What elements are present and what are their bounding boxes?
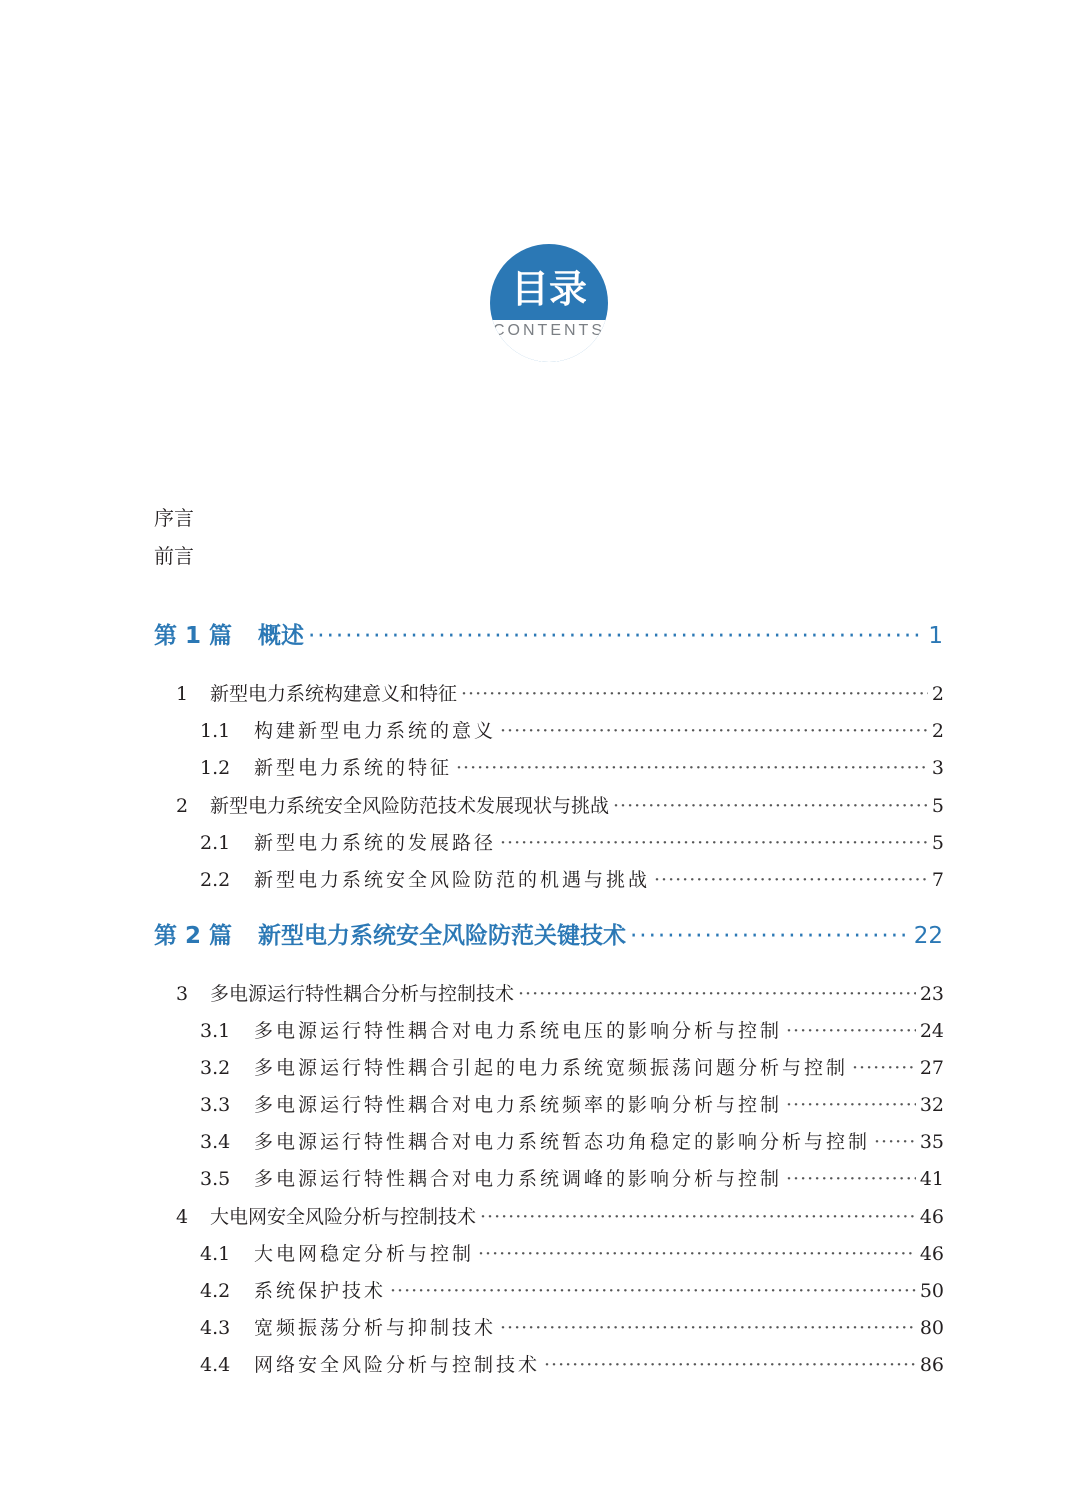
section-title: 网络安全风险分析与控制技术 xyxy=(254,1354,541,1376)
section-page: 7 xyxy=(931,869,944,891)
section-page: 5 xyxy=(931,832,944,854)
toc-section-3-4[interactable] xyxy=(200,1129,944,1157)
toc-section-1-2[interactable] xyxy=(200,755,944,783)
section-number: 4.1 xyxy=(200,1243,231,1265)
contents-subtitle: CONTENTS xyxy=(493,322,605,339)
section-title: 多电源运行特性耦合对电力系统暂态功角稳定的影响分析与控制 xyxy=(254,1131,871,1153)
section-number: 3.3 xyxy=(200,1094,231,1116)
chapter-number: 1 xyxy=(176,683,189,705)
section-title: 宽频振荡分析与抑制技术 xyxy=(254,1317,497,1339)
toc-chapter-4[interactable] xyxy=(176,1204,944,1232)
toc-section-4-2[interactable] xyxy=(200,1278,944,1306)
chapter-title: 大电网安全风险分析与控制技术 xyxy=(210,1206,477,1228)
toc-part-1[interactable] xyxy=(154,621,943,655)
section-page: 27 xyxy=(919,1057,944,1079)
toc-section-4-1[interactable] xyxy=(200,1241,944,1269)
section-number: 3.2 xyxy=(200,1057,231,1079)
chapter-page: 23 xyxy=(919,983,944,1005)
dot-leader xyxy=(390,1278,916,1304)
section-number: 1.2 xyxy=(200,757,231,779)
section-title: 新型电力系统的特征 xyxy=(254,757,453,779)
section-page: 3 xyxy=(931,757,944,779)
dot-leader xyxy=(786,1166,916,1192)
section-title: 系统保护技术 xyxy=(254,1280,387,1302)
section-number: 4.3 xyxy=(200,1317,231,1339)
dot-leader xyxy=(786,1092,916,1118)
part-number: 第 1 篇 xyxy=(154,623,233,649)
section-title: 多电源运行特性耦合对电力系统电压的影响分析与控制 xyxy=(254,1020,783,1042)
front-matter-foreword[interactable]: 前言 xyxy=(154,544,194,568)
dot-leader xyxy=(456,755,928,781)
section-page: 80 xyxy=(919,1317,944,1339)
section-number: 4.2 xyxy=(200,1280,231,1302)
toc-section-4-4[interactable] xyxy=(200,1352,944,1380)
section-title: 构建新型电力系统的意义 xyxy=(254,720,497,742)
dot-leader xyxy=(500,830,928,856)
section-title: 多电源运行特性耦合引起的电力系统宽频振荡问题分析与控制 xyxy=(254,1057,849,1079)
section-page: 46 xyxy=(919,1243,944,1265)
chapter-number: 2 xyxy=(176,795,189,817)
dot-leader xyxy=(786,1018,916,1044)
section-number: 1.1 xyxy=(200,720,231,742)
chapter-page: 5 xyxy=(931,795,944,817)
dot-leader xyxy=(308,621,924,651)
section-page: 24 xyxy=(919,1020,944,1042)
chapter-title: 多电源运行特性耦合分析与控制技术 xyxy=(210,983,515,1005)
toc-section-4-3[interactable] xyxy=(200,1315,944,1343)
contents-title: 目录 xyxy=(510,267,587,311)
front-matter-preface[interactable]: 序言 xyxy=(154,506,194,530)
chapter-title: 新型电力系统安全风险防范技术发展现状与挑战 xyxy=(210,795,610,817)
chapter-number: 3 xyxy=(176,983,189,1005)
chapter-title: 新型电力系统构建意义和特征 xyxy=(210,683,458,705)
dot-leader xyxy=(500,1315,916,1341)
dot-leader xyxy=(500,718,928,744)
section-page: 86 xyxy=(919,1354,944,1376)
section-title: 新型电力系统的发展路径 xyxy=(254,832,497,854)
chapter-page: 2 xyxy=(931,683,944,705)
section-page: 2 xyxy=(931,720,944,742)
dot-leader xyxy=(654,867,928,893)
section-number: 3.4 xyxy=(200,1131,231,1153)
section-number: 3.1 xyxy=(200,1020,231,1042)
section-page: 50 xyxy=(919,1280,944,1302)
dot-leader xyxy=(852,1055,916,1081)
toc-chapter-1[interactable] xyxy=(176,681,944,709)
toc-section-2-2[interactable] xyxy=(200,867,944,895)
dot-leader xyxy=(544,1352,916,1378)
dot-leader xyxy=(461,681,928,707)
section-title: 多电源运行特性耦合对电力系统频率的影响分析与控制 xyxy=(254,1094,783,1116)
part-title: 概述 xyxy=(258,623,304,649)
section-title: 新型电力系统安全风险防范的机遇与挑战 xyxy=(254,869,651,891)
part-page: 22 xyxy=(913,923,943,949)
dot-leader xyxy=(480,1204,916,1230)
section-title: 多电源运行特性耦合对电力系统调峰的影响分析与控制 xyxy=(254,1168,783,1190)
toc-chapter-3[interactable] xyxy=(176,981,944,1009)
section-number: 2.1 xyxy=(200,832,231,854)
section-title: 大电网稳定分析与控制 xyxy=(254,1243,475,1265)
section-page: 32 xyxy=(919,1094,944,1116)
dot-leader xyxy=(613,793,928,819)
chapter-number: 4 xyxy=(176,1206,189,1228)
dot-leader xyxy=(518,981,916,1007)
dot-leader xyxy=(478,1241,916,1267)
toc-section-1-1[interactable] xyxy=(200,718,944,746)
dot-leader xyxy=(874,1129,916,1155)
toc-section-2-1[interactable] xyxy=(200,830,944,858)
section-page: 35 xyxy=(919,1131,944,1153)
toc-part-2[interactable] xyxy=(154,921,943,955)
toc-section-3-2[interactable] xyxy=(200,1055,944,1083)
dot-leader xyxy=(630,921,910,951)
section-number: 2.2 xyxy=(200,869,231,891)
part-title: 新型电力系统安全风险防范关键技术 xyxy=(258,923,626,949)
section-number: 4.4 xyxy=(200,1354,231,1376)
toc-section-3-3[interactable] xyxy=(200,1092,944,1120)
section-page: 41 xyxy=(919,1168,944,1190)
contents-logo xyxy=(490,244,608,362)
toc-section-3-1[interactable] xyxy=(200,1018,944,1046)
part-number: 第 2 篇 xyxy=(154,923,233,949)
chapter-page: 46 xyxy=(919,1206,944,1228)
toc-section-3-5[interactable] xyxy=(200,1166,944,1194)
section-number: 3.5 xyxy=(200,1168,231,1190)
toc-chapter-2[interactable] xyxy=(176,793,944,821)
part-page: 1 xyxy=(928,623,943,649)
